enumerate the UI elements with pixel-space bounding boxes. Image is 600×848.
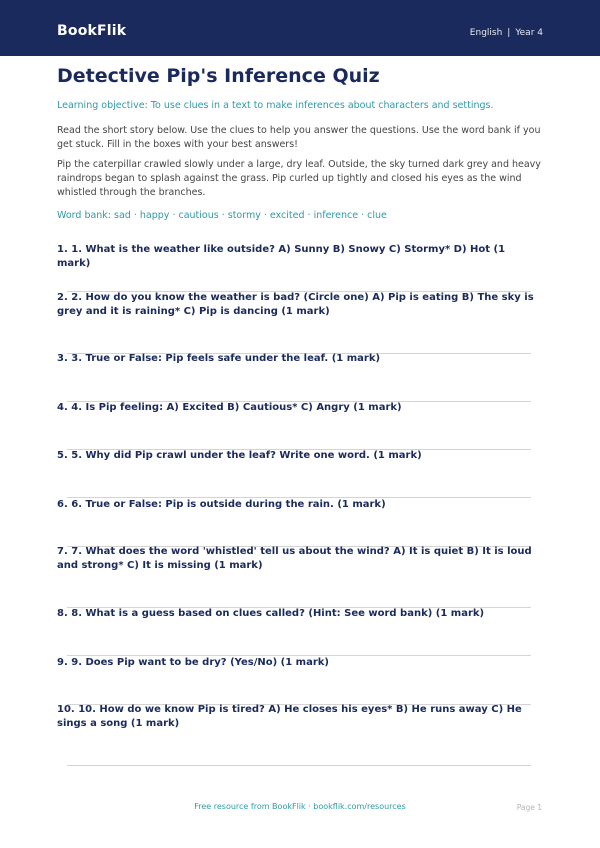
question-1: 1. 1. What is the weather like outside? A) Sunny B) Snowy C) Stormy* D) Hot (1 mark) xyxy=(57,244,506,269)
question-2: 2. 2. How do you know the weather is bad? (Circle one) A) Pip is eating B) The sky is grey and it is raining* C) Pip is dancing (1 mark) xyxy=(57,292,534,317)
header-meta xyxy=(470,28,543,38)
question-3: 3. 3. True or False: Pip feels safe under the leaf. (1 mark) xyxy=(57,353,381,364)
word-bank: Word bank: sad · happy · cautious · stormy · excited · inference · clue xyxy=(57,210,387,221)
story-text: Pip the caterpillar crawled slowly under a large, dry leaf. Outside, the sky turned dark grey and heavy raindrops began to splash against the grass. Pip curled up tightly and closed his eyes as the wind whistled through the branches. xyxy=(57,159,541,198)
answer-line-10[interactable] xyxy=(67,765,531,766)
footer-credit[interactable]: Free resource from BookFlik · bookflik.com/resources xyxy=(194,802,406,811)
question-5: 5. 5. Why did Pip crawl under the leaf? Write one word. (1 mark) xyxy=(57,450,422,461)
question-7: 7. 7. What does the word 'whistled' tell us about the wind? A) It is quiet B) It is loud and strong* C) It is missing (1 mark) xyxy=(57,546,532,571)
question-6: 6. 6. True or False: Pip is outside during the rain. (1 mark) xyxy=(57,499,386,510)
question-4: 4. 4. Is Pip feeling: A) Excited B) Cautious* C) Angry (1 mark) xyxy=(57,402,402,413)
question-10: 10. 10. How do we know Pip is tired? A) He closes his eyes* B) He runs away C) He sings a song (1 mark) xyxy=(57,704,522,729)
subject-label: English xyxy=(469,28,503,38)
page-title: Detective Pip's Inference Quiz xyxy=(57,65,380,87)
learning-objective: Learning objective: To use clues in a text to make inferences about characters and settings. xyxy=(57,100,494,111)
header-bar xyxy=(0,0,600,56)
meta-separator: | xyxy=(507,28,511,38)
year-label: Year 4 xyxy=(515,28,543,38)
page-number: Page 1 xyxy=(516,803,542,812)
question-8: 8. 8. What is a guess based on clues called? (Hint: See word bank) (1 mark) xyxy=(57,608,485,619)
brand-logo[interactable]: BookFlik xyxy=(57,23,127,39)
instructions-text: Read the short story below. Use the clues to help you answer the questions. Use the word bank if you get stuck. Fill in the boxes with your best answers! xyxy=(57,125,541,150)
question-9: 9. 9. Does Pip want to be dry? (Yes/No) (1 mark) xyxy=(57,657,329,668)
